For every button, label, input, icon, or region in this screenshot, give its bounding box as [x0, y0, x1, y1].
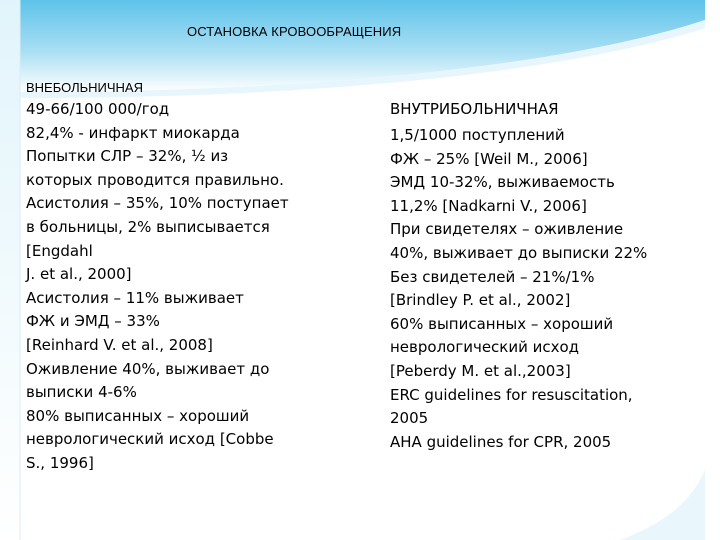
left-column-heading: ВНЕБОЛЬНИЧНАЯ [26, 80, 143, 95]
right-line: ФЖ – 25% [Weil M., 2006] [390, 149, 588, 168]
left-line: Попытки СЛР – 32%, ½ из [26, 147, 229, 166]
right-line: ERC guidelines for resuscitation, [390, 385, 633, 404]
left-column-text [26, 98, 356, 476]
right-column-heading: ВНУТРИБОЛЬНИЧНАЯ [390, 100, 559, 118]
right-line: AHA guidelines for CPR, 2005 [390, 432, 612, 451]
right-line: [Brindley P. et al., 2002] [390, 291, 571, 310]
right-line: При свидетелях – оживление [390, 220, 624, 239]
left-line: ФЖ и ЭМД – 33% [26, 312, 160, 331]
left-line: J. et al., 2000] [26, 265, 132, 284]
left-line: Асистолия – 35%, 10% поступает [26, 194, 289, 213]
left-line: 80% выписанных – хороший [26, 406, 250, 425]
left-line: Оживление 40%, выживает до [26, 359, 270, 378]
right-line: 1,5/1000 поступлений [390, 126, 565, 144]
left-line: которых проводится правильно. [26, 170, 284, 189]
right-line: [Peberdy M. et al.,2003] [390, 361, 571, 380]
left-line: [Reinhard V. et al., 2008] [26, 335, 213, 354]
left-line: Асистолия – 11% выживает [26, 288, 244, 307]
left-line: S., 1996] [26, 453, 94, 472]
right-line: 60% выписанных – хороший [390, 314, 614, 333]
right-line: Без свидетелей – 21%/1% [390, 267, 595, 286]
left-line: 49-66/100 000/год [26, 100, 170, 118]
left-line: выписки 4-6% [26, 383, 137, 402]
right-column-text [390, 124, 710, 454]
left-line: [Engdahl [26, 241, 93, 260]
right-line: 40%, выживает до выписки 22% [390, 243, 648, 262]
left-line: в больницы, 2% выписывается [26, 217, 270, 236]
right-line: 11,2% [Nadkarni V., 2006] [390, 196, 587, 215]
right-line: 2005 [390, 409, 429, 428]
left-line: 82,4% - инфаркт миокарда [26, 123, 240, 142]
right-line: неврологический исход [390, 338, 580, 357]
right-line: ЭМД 10-32%, выживаемость [390, 173, 615, 192]
left-line: неврологический исход [Cobbe [26, 430, 274, 449]
slide-title: ОСТАНОВКА КРОВООБРАЩЕНИЯ [187, 24, 402, 39]
